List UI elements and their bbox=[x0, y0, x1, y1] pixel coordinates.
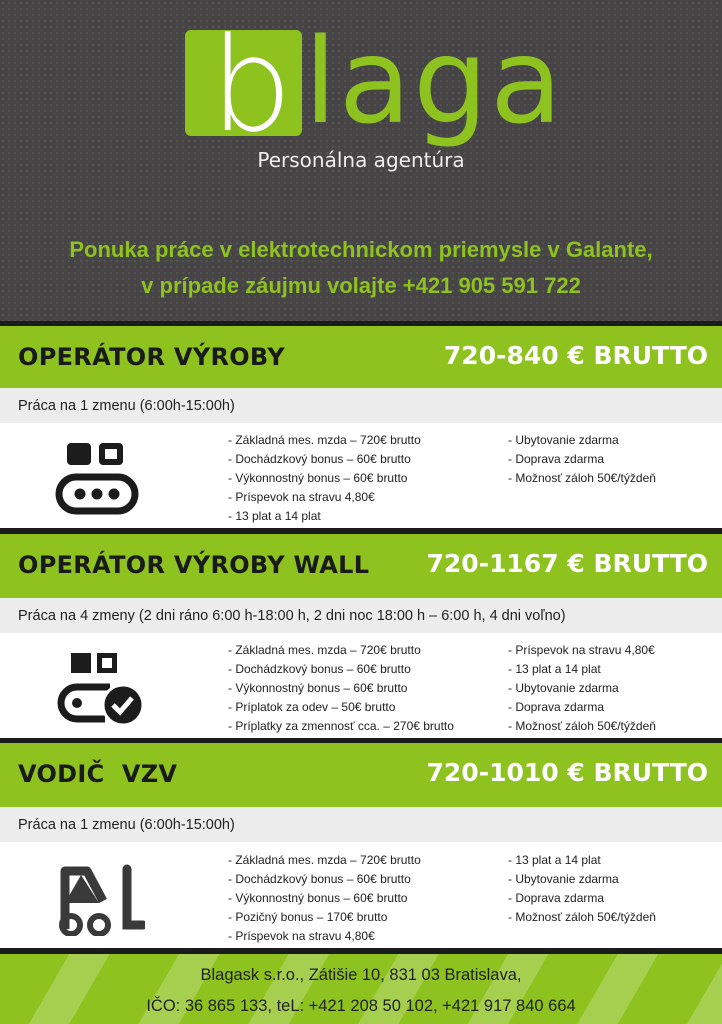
list-item: - Možnosť záloh 50€/týždeň bbox=[508, 910, 656, 924]
job-details bbox=[0, 633, 722, 738]
job-shift: Práca na 4 zmeny (2 dni ráno 6:00 h-18:00 h, 2 dni noc 18:00 h – 6:00 h, 4 dni voľno) bbox=[0, 598, 722, 633]
logo-text: laga bbox=[304, 12, 565, 150]
list-item: - Výkonnostný bonus – 60€ brutto bbox=[228, 681, 408, 695]
job-title: OPERÁTOR VÝROBY bbox=[18, 343, 285, 371]
job-details bbox=[0, 843, 722, 948]
list-item: - Príspevok na stravu 4,80€ bbox=[228, 490, 375, 504]
list-item: - Príplatky za zmennosť cca. – 270€ brutto bbox=[228, 719, 454, 733]
job-title: OPERÁTOR VÝROBY WALL bbox=[18, 551, 370, 579]
logo-letter: b bbox=[210, 9, 293, 161]
list-item: - Výkonnostný bonus – 60€ brutto bbox=[228, 891, 408, 905]
job-title: VODIČ VZV bbox=[18, 760, 178, 788]
list-item: - 13 plat a 14 plat bbox=[508, 662, 601, 676]
conveyor-icon bbox=[55, 441, 145, 516]
job-salary: 720-1010 € BRUTTO bbox=[426, 758, 708, 787]
list-item: - Doprava zdarma bbox=[508, 891, 605, 905]
list-item: - Príplatok za odev – 50€ brutto bbox=[228, 700, 396, 714]
list-item: - Doprava zdarma bbox=[508, 452, 605, 466]
benefits-list-1 bbox=[228, 851, 421, 946]
benefits-list-1 bbox=[228, 641, 454, 736]
footer bbox=[0, 954, 722, 1024]
job-shift: Práca na 1 zmenu (6:00h-15:00h) bbox=[0, 807, 722, 842]
list-item: - Základná mes. mzda – 720€ brutto bbox=[228, 643, 421, 657]
list-item: - Dochádzkový bonus – 60€ brutto bbox=[228, 452, 411, 466]
list-item: - Výkonnostný bonus – 60€ brutto bbox=[228, 471, 408, 485]
job-details bbox=[0, 423, 722, 528]
list-item: - 13 plat a 14 plat bbox=[508, 853, 601, 867]
list-item: - Základná mes. mzda – 720€ brutto bbox=[228, 433, 421, 447]
list-item: - Dochádzkový bonus – 60€ brutto bbox=[228, 872, 411, 886]
job-salary: 720-840 € BRUTTO bbox=[443, 341, 708, 370]
job-shift: Práca na 1 zmenu (6:00h-15:00h) bbox=[0, 388, 722, 423]
list-item: - Doprava zdarma bbox=[508, 700, 605, 714]
footer-contact: IČO: 36 865 133, teL: +421 208 50 102, +421 917 840 664 bbox=[146, 997, 576, 1015]
list-item: - Ubytovanie zdarma bbox=[508, 681, 619, 695]
headline bbox=[0, 232, 722, 304]
headline-line2[interactable]: v prípade záujmu volajte +421 905 591 722 bbox=[141, 273, 581, 298]
footer-address: Blagask s.r.o., Zátišie 10, 831 03 Bratislava, bbox=[200, 966, 522, 984]
job-salary: 720-1167 € BRUTTO bbox=[426, 549, 708, 578]
list-item: - Pozičný bonus – 170€ brutto bbox=[228, 910, 388, 924]
benefits-list-2 bbox=[508, 851, 656, 927]
list-item: - Základná mes. mzda – 720€ brutto bbox=[228, 853, 421, 867]
headline-line1: Ponuka práce v elektrotechnickom priemysle v Galante, bbox=[69, 237, 653, 262]
benefits-list-2 bbox=[508, 641, 656, 736]
list-item: - Ubytovanie zdarma bbox=[508, 872, 619, 886]
tagline: Personálna agentúra bbox=[257, 148, 465, 172]
job-title-band bbox=[0, 326, 722, 390]
list-item: - Dochádzkový bonus – 60€ brutto bbox=[228, 662, 411, 676]
benefits-list-2 bbox=[508, 431, 656, 488]
list-item: - Možnosť záloh 50€/týždeň bbox=[508, 719, 656, 733]
list-item: - Príspevok na stravu 4,80€ bbox=[228, 929, 375, 943]
list-item: - 13 plat a 14 plat bbox=[228, 509, 321, 523]
benefits-list-1 bbox=[228, 431, 421, 526]
job-title-band bbox=[0, 534, 722, 598]
job-title-band bbox=[0, 743, 722, 807]
list-item: - Príspevok na stravu 4,80€ bbox=[508, 643, 655, 657]
list-item: - Ubytovanie zdarma bbox=[508, 433, 619, 447]
list-item: - Možnosť záloh 50€/týždeň bbox=[508, 471, 656, 485]
header bbox=[0, 0, 722, 321]
forklift-icon bbox=[55, 861, 145, 936]
conveyor-check-icon bbox=[55, 651, 145, 726]
